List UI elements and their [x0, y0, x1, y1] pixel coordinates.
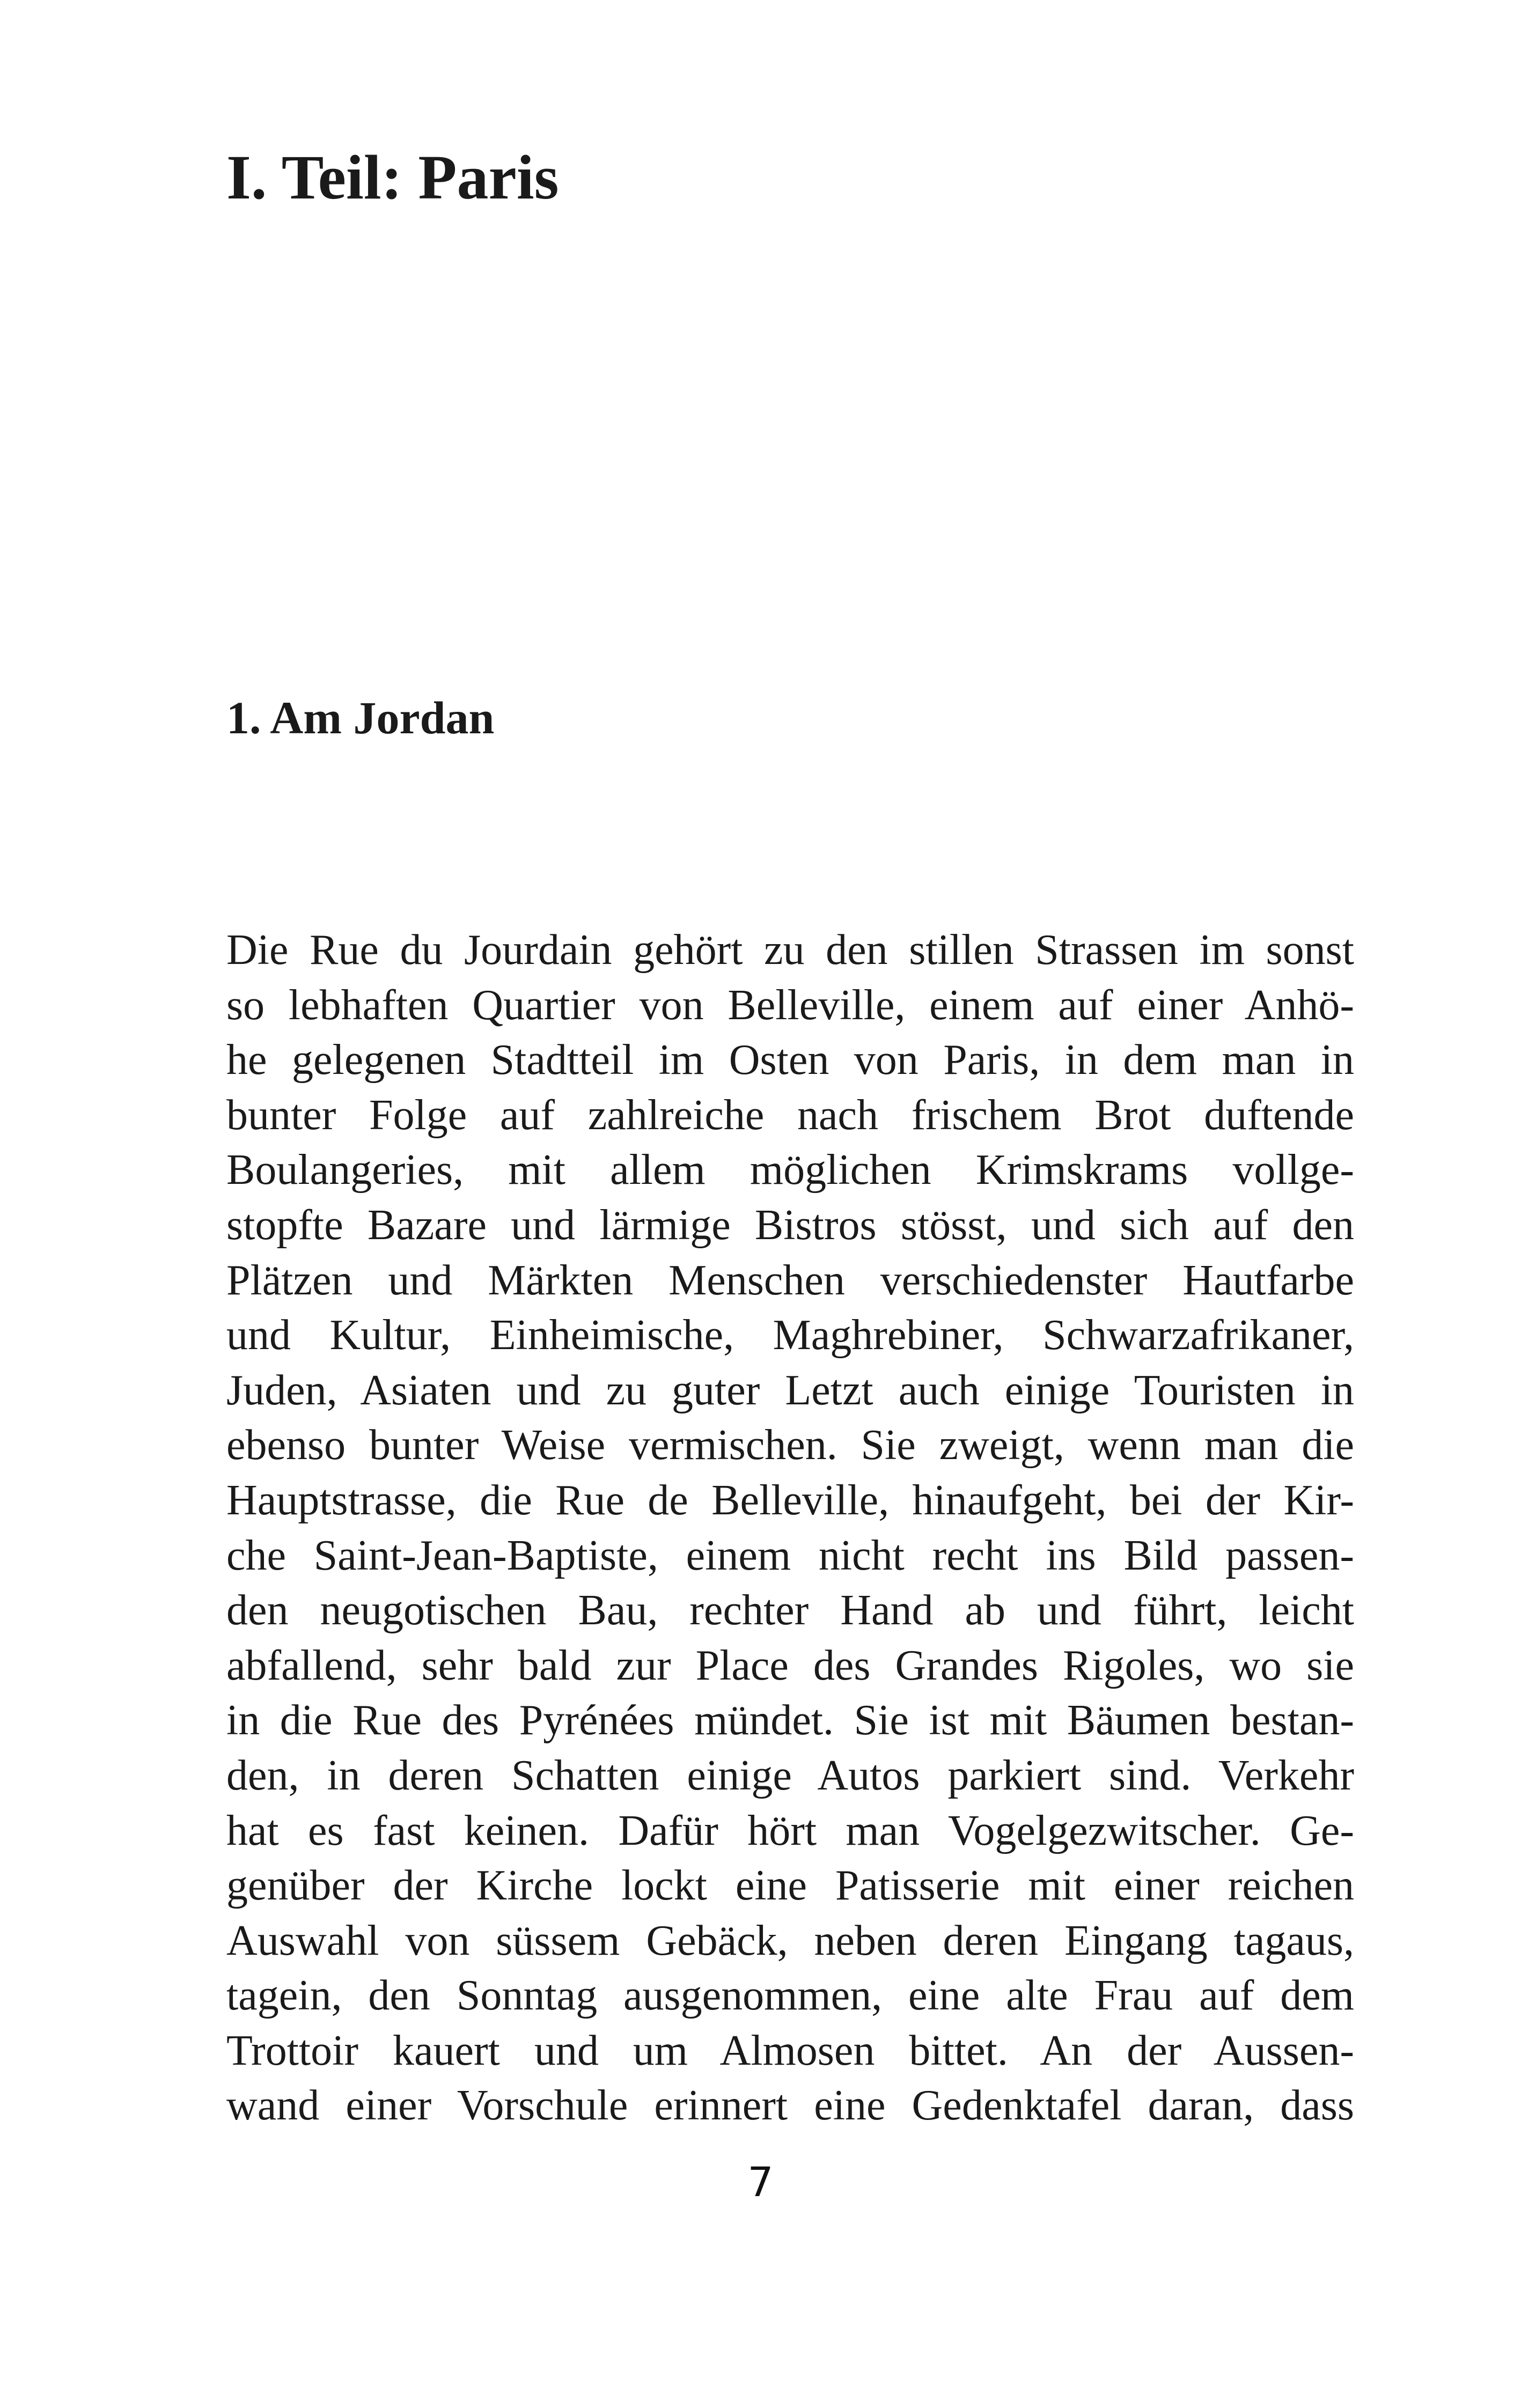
text-line: genüber der Kirche lockt eine Patisserie mit einer reichen	[226, 1862, 1354, 1910]
text-line: den, in deren Schatten einige Autos parkiert sind. Verkehr	[226, 1751, 1354, 1799]
text-line: Trottoir kauert und um Almosen bittet. An der Aussen-	[226, 2027, 1354, 2074]
text-line: che Saint-Jean-Baptiste, einem nicht recht ins Bild passen-	[226, 1531, 1354, 1579]
text-line: und Kultur, Einheimische, Maghrebiner, Schwarzafrikaner,	[226, 1312, 1354, 1359]
chapter-title: 1. Am Jordan	[226, 692, 495, 743]
body-paragraph	[226, 923, 1354, 2133]
page-number: 7	[747, 2158, 774, 2206]
text-line: Boulangeries, mit allem möglichen Krimskrams vollge-	[226, 1146, 1354, 1194]
text-line: so lebhaften Quartier von Belleville, einem auf einer Anhö-	[226, 981, 1354, 1029]
text-line: he gelegenen Stadtteil im Osten von Paris, in dem man in	[226, 1036, 1354, 1084]
text-line: stopfte Bazare und lärmige Bistros stösst, und sich auf den	[226, 1201, 1354, 1249]
text-line: Die Rue du Jourdain gehört zu den stillen Strassen im sonst	[226, 926, 1354, 974]
text-line: tagein, den Sonntag ausgenommen, eine alte Frau auf dem	[226, 1972, 1354, 2020]
text-line: bunter Folge auf zahlreiche nach frischem Brot duftende	[226, 1091, 1354, 1139]
text-line: Hauptstrasse, die Rue de Belleville, hinaufgeht, bei der Kir-	[226, 1476, 1354, 1524]
text-line: abfallend, sehr bald zur Place des Grandes Rigoles, wo sie	[226, 1641, 1354, 1689]
text-line: wand einer Vorschule erinnert eine Gedenktafel daran, dass	[226, 2082, 1354, 2130]
text-line: hat es fast keinen. Dafür hört man Vogelgezwitscher. Ge-	[226, 1807, 1354, 1854]
text-line: ebenso bunter Weise vermischen. Sie zweigt, wenn man die	[226, 1422, 1354, 1469]
text-line: den neugotischen Bau, rechter Hand ab und führt, leicht	[226, 1587, 1354, 1634]
text-line: Auswahl von süssem Gebäck, neben deren Eingang tagaus,	[226, 1917, 1354, 1964]
text-line: in die Rue des Pyrénées mündet. Sie ist mit Bäumen bestan-	[226, 1697, 1354, 1744]
text-line: Plätzen und Märkten Menschen verschiedenster Hautfarbe	[226, 1256, 1354, 1304]
text-line: Juden, Asiaten und zu guter Letzt auch einige Touristen in	[226, 1366, 1354, 1414]
part-title: I. Teil: Paris	[226, 142, 559, 212]
